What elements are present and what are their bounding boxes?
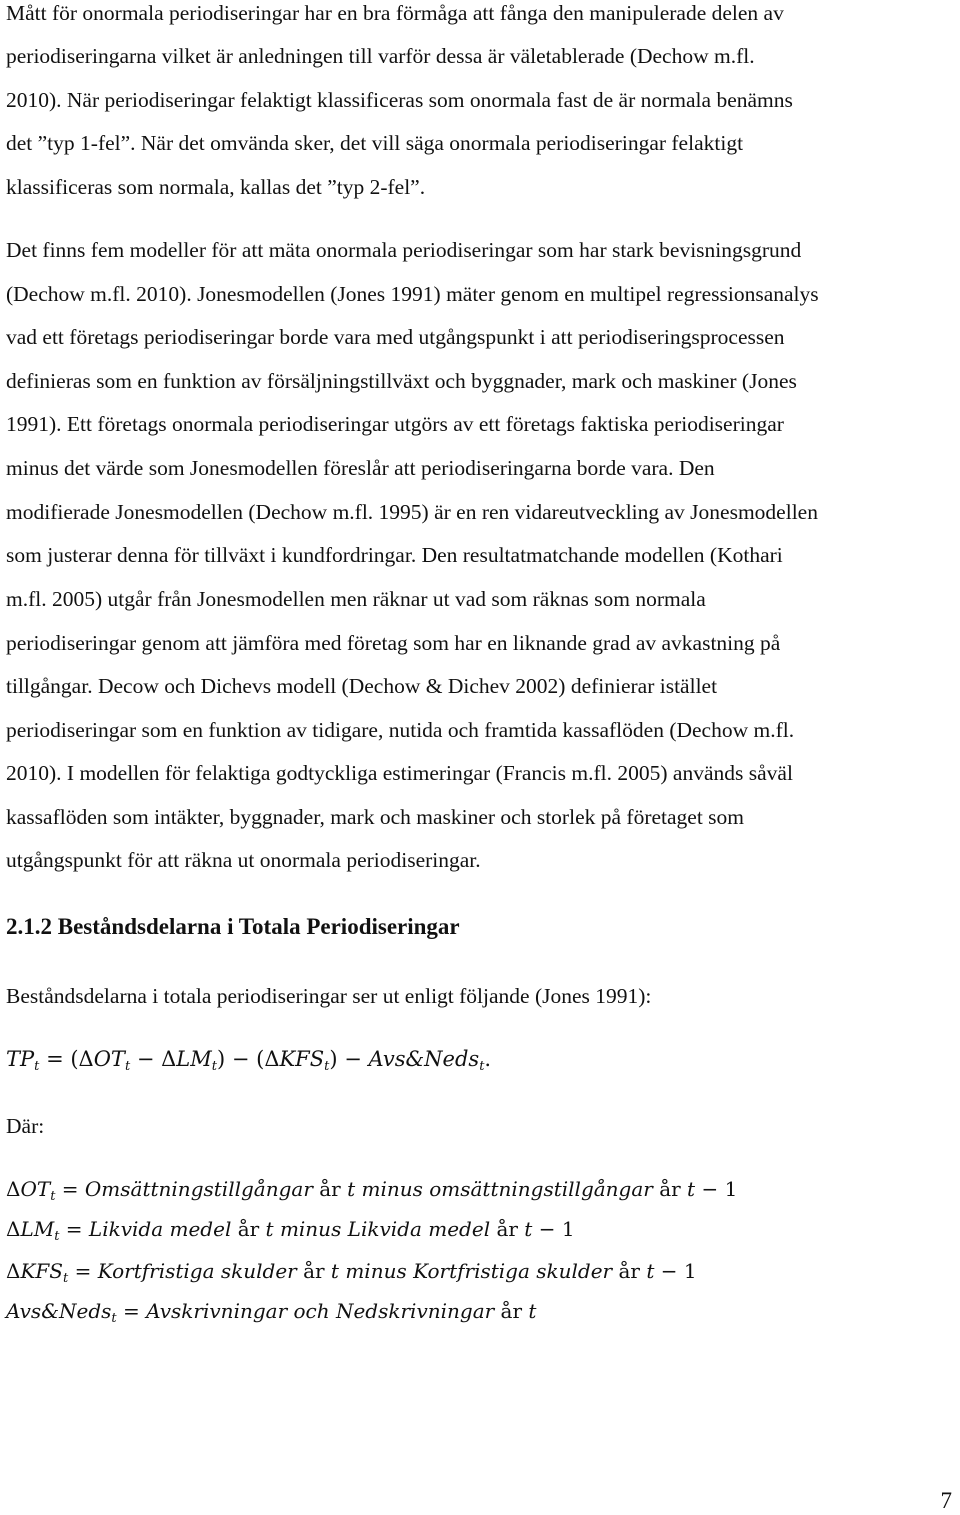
definition-avsneds xyxy=(6,1298,536,1332)
paragraph-2-line: kassaflöden som intäkter, byggnader, mark och maskiner och storlek på företaget som xyxy=(6,805,745,829)
paragraph-2-line: minus det värde som Jonesmodellen föreslår att periodiseringarna borde vara. Den xyxy=(6,456,715,480)
formula-avsneds: Avs&Neds xyxy=(368,1047,480,1071)
def-text: t minus omsättningstillgångar xyxy=(340,1177,660,1201)
def-sub: t xyxy=(54,1229,60,1244)
formula-operator: ) − xyxy=(329,1047,369,1071)
section-heading: 2.1.2 Beståndsdelarna i Totala Periodiseringar xyxy=(6,914,460,939)
paragraph-2-line: m.fl. 2005) utgår från Jonesmodellen men räknar ut vad som räknas som normala xyxy=(6,587,706,611)
formula-lm: LM xyxy=(176,1047,212,1071)
paragraph-1-line: Mått för onormala periodiseringar har en bra förmåga att fånga den manipulerade delen av xyxy=(6,1,784,25)
paragraph-1-line: periodiseringarna vilket är anledningen till varför dessa är väletablerade (Dechow m.fl. xyxy=(6,44,755,68)
paragraph-2-line: Det finns fem modeller för att mäta onormala periodiseringar som har stark bevisningsgrund xyxy=(6,238,802,262)
def-symbol: OT xyxy=(20,1177,51,1201)
def-number: 1 xyxy=(683,1259,697,1283)
page-number: 7 xyxy=(940,1488,952,1513)
def-ar: år xyxy=(618,1259,640,1283)
formula-ot: OT xyxy=(93,1047,125,1071)
total-accruals-formula xyxy=(6,1046,491,1080)
def-ar: år xyxy=(237,1217,260,1241)
formula-tp: TP xyxy=(6,1047,35,1071)
formula-sub: t xyxy=(324,1059,330,1074)
def-text: t − xyxy=(680,1177,725,1201)
def-ar: år xyxy=(303,1259,325,1283)
paragraph-1-line: klassificeras som normala, kallas det ”typ 2-fel”. xyxy=(6,175,426,199)
paragraph-2-line: 2010). I modellen för felaktiga godtyckliga estimeringar (Francis m.fl. 2005) används såväl xyxy=(6,761,793,785)
definition-kfs xyxy=(6,1258,697,1292)
formula-sub: t xyxy=(211,1059,217,1074)
def-text: = Omsättningstillgångar xyxy=(55,1177,320,1201)
def-delta: Δ xyxy=(6,1259,21,1283)
def-text: t − xyxy=(639,1259,684,1283)
formula-sub: t xyxy=(124,1059,131,1074)
def-ar: år xyxy=(319,1177,341,1201)
definition-lm xyxy=(6,1216,575,1250)
formula-operator: = (Δ xyxy=(46,1047,94,1071)
formula-sub: t xyxy=(479,1059,485,1074)
section-intro: Beståndsdelarna i totala periodiseringar ser ut enligt följande (Jones 1991): xyxy=(6,984,652,1008)
paragraph-1-line: det ”typ 1-fel”. När det omvända sker, det vill säga onormala periodiseringar felaktigt xyxy=(6,131,744,155)
def-text: t xyxy=(522,1299,537,1323)
def-text: t minus Likvida medel xyxy=(259,1217,497,1241)
def-ar: år xyxy=(659,1177,681,1201)
paragraph-2-line: definieras som en funktion av försäljningstillväxt och byggnader, mark och maskiner (Jones xyxy=(6,369,797,393)
paragraph-2-line: tillgångar. Decow och Dichevs modell (Dechow & Dichev 2002) definierar istället xyxy=(6,674,718,698)
paragraph-2-line: utgångspunkt för att räkna ut onormala periodiseringar. xyxy=(6,848,481,872)
def-delta: Δ xyxy=(6,1177,21,1201)
def-text: t − xyxy=(517,1217,562,1241)
dar-label: Där: xyxy=(6,1114,45,1138)
formula-sub: t xyxy=(34,1059,40,1074)
def-text: = Kortfristiga skulder xyxy=(68,1259,304,1283)
def-text: = Likvida medel xyxy=(59,1217,238,1241)
paragraph-2-line: vad ett företags periodiseringar borde vara med utgångspunkt i att periodiseringsprocessen xyxy=(6,325,785,349)
def-ar: år xyxy=(500,1299,523,1323)
definition-ot xyxy=(6,1176,737,1210)
def-text: = Avskrivningar och Nedskrivningar xyxy=(116,1299,501,1323)
def-symbol: Avs&Neds xyxy=(6,1299,112,1323)
paragraph-1-line: 2010). När periodiseringar felaktigt klassificeras som onormala fast de är normala benämns xyxy=(6,88,793,112)
def-number: 1 xyxy=(724,1177,738,1201)
def-sub: t xyxy=(62,1271,69,1286)
paragraph-2-line: modifierade Jonesmodellen (Dechow m.fl. 1995) är en ren vidareutveckling av Jonesmodellen xyxy=(6,500,818,524)
paragraph-2-line: som justerar denna för tillväxt i kundfordringar. Den resultatmatchande modellen (Kothari xyxy=(6,543,783,567)
paragraph-2-line: periodiseringar som en funktion av tidigare, nutida och framtida kassaflöden (Dechow m.fl. xyxy=(6,718,795,742)
paragraph-2-line: 1991). Ett företags onormala periodiseringar utgörs av ett företags faktiska periodiseringar xyxy=(6,412,784,436)
formula-end: . xyxy=(484,1047,492,1071)
formula-kfs: KFS xyxy=(279,1047,325,1071)
paragraph-2-line: (Dechow m.fl. 2010). Jonesmodellen (Jones 1991) mäter genom en multipel regressionsanalys xyxy=(6,282,819,306)
def-text: t minus Kortfristiga skulder xyxy=(324,1259,619,1283)
formula-operator: − Δ xyxy=(136,1047,177,1071)
paragraph-2-line: periodiseringar genom att jämföra med företag som har en liknande grad av avkastning på xyxy=(6,631,781,655)
def-delta: Δ xyxy=(6,1217,21,1241)
def-sub: t xyxy=(111,1311,117,1326)
def-number: 1 xyxy=(561,1217,575,1241)
def-ar: år xyxy=(496,1217,518,1241)
def-symbol: KFS xyxy=(20,1259,63,1283)
def-symbol: LM xyxy=(20,1217,55,1241)
formula-operator: ) − (Δ xyxy=(216,1047,280,1071)
def-sub: t xyxy=(50,1189,56,1204)
